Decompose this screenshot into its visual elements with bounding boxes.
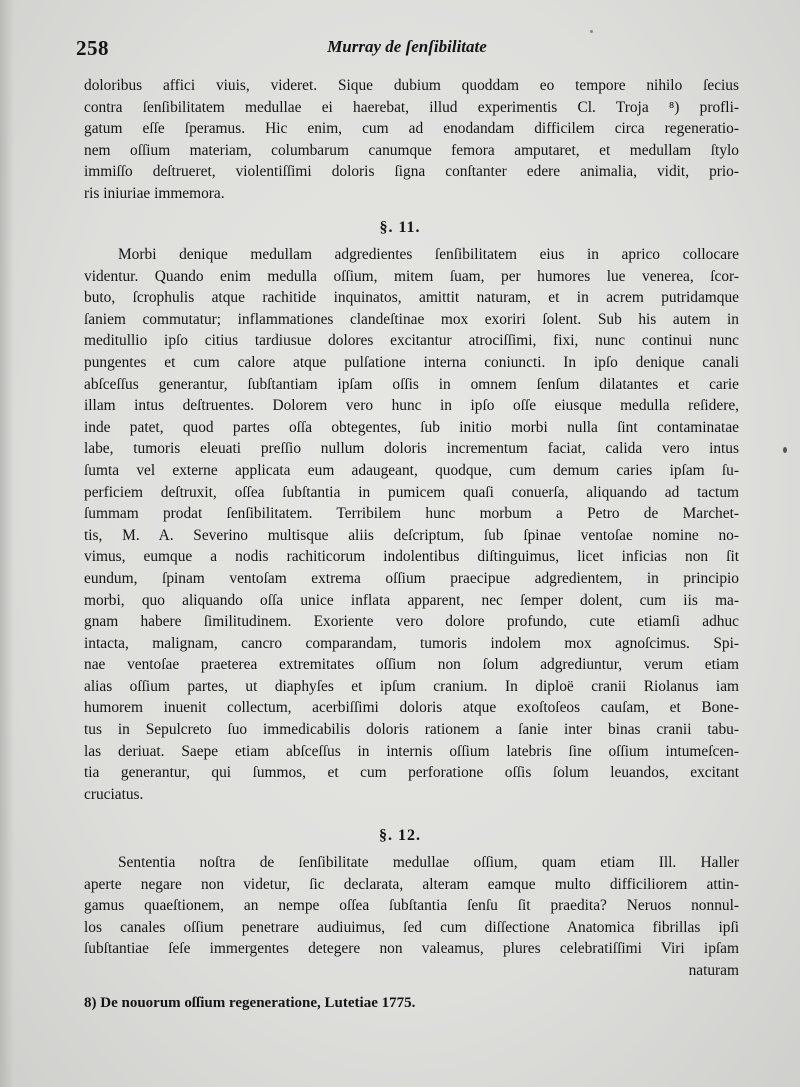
text-line: contra ſenſibilitatem medullae ei haerebat, illud experimentis Cl. Troja ⁸) profli- bbox=[84, 98, 739, 116]
running-head: Murray de ſenſibilitate bbox=[327, 37, 487, 56]
bleed-through-text bbox=[300, 820, 303, 835]
text-line: gnam habere ſimilitudinem. Exoriente vero dolore profundo, cute etiamſi adhuc bbox=[84, 613, 739, 631]
text-line: meditullio ipſo citius tardiusue dolores excitantur atrociſſimi, fixi, nunc continui nunc bbox=[84, 332, 739, 350]
text-line: Sententia noſtra de ſenſibilitate medullae oſſium, quam etiam Ill. Haller bbox=[118, 854, 739, 871]
text-line: morbi, quo aliquando oſſa unice inflata apparent, nec ſemper dolent, cum iis ma- bbox=[84, 591, 739, 609]
text-line: intacta, malignam, cancro comparandam, tumoris indolem mox agnoſcimus. Spi- bbox=[84, 634, 739, 652]
text-line: aperte negare non videtur, ſic declarata, alteram eamque multo difficiliorem attin- bbox=[84, 875, 739, 893]
text-line: gamus quaeſtionem, an nempe oſſea ſubſtantia ſenſu ſit praedita? Neruos nonnul- bbox=[84, 897, 739, 915]
text-line: ſumta vel externe applicata eum adaugeant, quodque, cum demum caries ipſam ſu- bbox=[84, 461, 739, 479]
text-line: nae ventoſae praeterea extremitates oſſium non ſolum adgrediuntur, verum etiam bbox=[84, 656, 739, 674]
text-line: los canales oſſium penetrare audiuimus, ſed cum diſſectione Anatomica fibrillas ipſi bbox=[84, 918, 739, 936]
text-line: ſaniem commutatur; inflammationes clandeſtinae mox exoriri ſolent. Sub his autem in bbox=[84, 310, 739, 328]
text-line: immiſſo deſtrueret, violentiſſimi doloris ſigna conſtanter edere animalia, vidit, prio- bbox=[84, 163, 739, 181]
footnote: 8) De nouorum oſſium regeneratione, Lutetiae 1775. bbox=[84, 995, 416, 1011]
text-line: las deriuat. Saepe etiam abſceſſus in internis oſſium latebris ſine oſſium intumeſcen- bbox=[84, 742, 739, 760]
section-12-paragraph bbox=[84, 852, 739, 982]
text-line: perficiem deſtruxit, oſſea ſubſtantia in pumicem quaſi conuerſa, aliquando ad tactum bbox=[84, 483, 739, 501]
text-line: Morbi denique medullam adgredientes ſenſibilitatem eius in aprico collocare bbox=[118, 246, 739, 263]
text-line: inde patet, quod partes oſſa obtegentes, ſub initio morbi nulla ſint contaminatae bbox=[84, 418, 739, 436]
section-11-paragraph bbox=[84, 244, 739, 805]
text-line: tia generantur, qui ſummos, et cum perforatione oſſis ſolum leuandos, excitant bbox=[84, 764, 739, 782]
text-line: buto, ſcrophulis atque rachitide inquinatos, amittit naturam, et in acrem putridamque bbox=[84, 289, 739, 307]
text-line: ſubſtantiae ſeſe immergentes detegere non valeamus, plures celebratiſſimi Viri ipſam bbox=[84, 940, 739, 958]
text-line: doloribus affici viuis, videret. Sique dubium quoddam eo tempore nihilo ſecius bbox=[84, 77, 739, 94]
text-line: nem oſſium materiam, columbarum canumque femora amputaret, et medullam ſtylo bbox=[84, 141, 739, 159]
text-line: ris iniuriae immemora. bbox=[84, 184, 225, 202]
section-heading-11: §. 11. bbox=[379, 219, 421, 236]
text-line: abſceſſus generantur, ſubſtantiam ipſam oſſis in omnem ſenſum dilatantes et carie bbox=[84, 375, 739, 393]
page-header bbox=[76, 36, 738, 62]
text-line: tus in Sepulcreto ſuo immedicabilis doloris rationem a ſanie inter binas cranii tabu- bbox=[84, 721, 739, 739]
section-heading-12: §. 12. bbox=[379, 827, 421, 844]
text-line: pungentes et cum calore atque pulſatione interna coniuncti. In ipſo denique canali bbox=[84, 353, 739, 371]
text-line: illam intus deſtruentes. Dolorem vero hunc in ipſo oſſe eiusque medulla reſidere, bbox=[84, 397, 739, 415]
page-number: 258 bbox=[76, 36, 109, 60]
text-line: tis, M. A. Severino multisque aliis deſcriptum, ſub ſpinae ventoſae nomine no- bbox=[84, 526, 739, 544]
text-line: vimus, eumque a nodis rachiticorum indolentibus diſtinguimus, licet inficias non ſit bbox=[84, 548, 739, 566]
text-line: naturam bbox=[688, 961, 739, 979]
text-line: gatum eſſe ſperamus. Hic enim, cum ad enodandam difficilem circa regeneratio- bbox=[84, 120, 739, 138]
paper-speck bbox=[590, 30, 593, 33]
top-paragraph bbox=[84, 75, 739, 205]
text-line: videntur. Quando enim medulla oſſium, mitem ſuam, per humores lue venerea, ſcor- bbox=[84, 267, 739, 285]
paper-speck bbox=[783, 447, 787, 453]
text-line: eundum, ſpinam ventoſam extrema oſſium praecipue adgredientem, in principio bbox=[84, 569, 739, 587]
page-edge-shadow bbox=[0, 0, 14, 1087]
text-line: labe, tumoris eleuati preſſio nullum doloris incrementum faciat, calida vero intus bbox=[84, 440, 739, 458]
text-line: cruciatus. bbox=[84, 785, 144, 803]
text-line: humorem inuenit collectum, acerbiſſimi doloris atque exoſtoſeos cauſam, et Bone- bbox=[84, 699, 739, 717]
text-line: ſummam prodat ſenſibilitatem. Terribilem hunc morbum a Petro de Marchet- bbox=[84, 505, 739, 523]
text-line: alias oſſium partes, ut diaphyſes et ipſum cranium. In diploë cranii Riolanus iam bbox=[84, 677, 739, 695]
